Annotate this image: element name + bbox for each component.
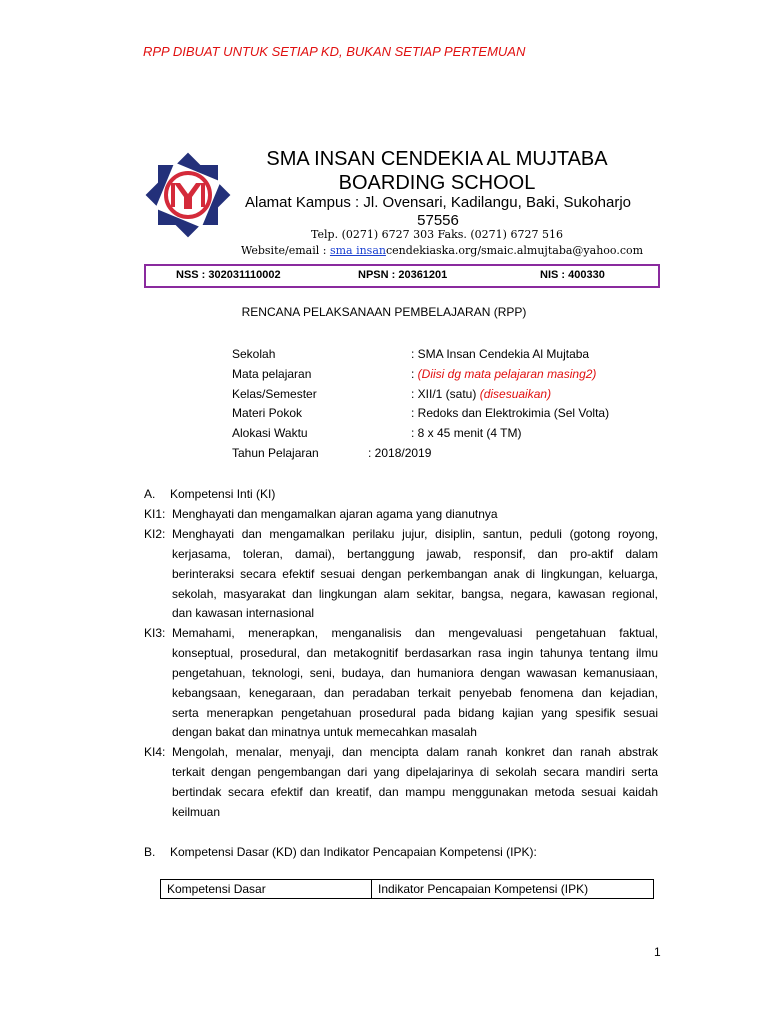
school-address: Alamat Kampus : Jl. Ovensari, Kadilangu, Baki, Sukoharjo 57556 [244,194,632,229]
document-title: RENCANA PELAKSANAAN PEMBELAJARAN (RPP) [241,305,527,319]
identity-value: : SMA Insan Cendekia Al Mujtaba [411,347,590,361]
identity-value-text: : XII/1 (satu) [411,387,480,401]
ki-code: KI1: [144,507,166,521]
identity-label: Tahun Pelajaran [232,446,319,460]
website-link[interactable]: sma insan [329,244,386,257]
identity-value-text: : [411,367,418,381]
section-b-title: Kompetensi Dasar (KD) dan Indikator Pencapaian Kompetensi (IPK): [170,845,537,859]
ki-line: kebangsaan, kenegaraan, dan peradaban terkait penyebab fenomena dan kejadian, [172,686,658,700]
section-a-letter: A. [144,487,156,501]
ki-line: bertindak secara efektif dan kreatif, dan mampu menggunakan metoda sesuai kaidah [172,785,658,799]
ki-line: sekolah, masyarakat dan lingkungan alam sekitar, bangsa, negara, kawasan regional, [172,587,658,601]
identity-label: Sekolah [232,347,276,361]
website-rest: cendekiaska.org/smaic.almujtaba@yahoo.com [385,244,644,257]
identity-value [411,367,596,381]
ki-line: keilmuan [172,805,221,819]
ki-line: pengetahuan, teknologi, seni, budaya, dan humaniora dengan wawasan kemanusiaan, [172,666,658,680]
school-logo [145,152,231,238]
identity-label: Alokasi Waktu [232,426,308,440]
website-label: Website/email : [240,244,330,257]
identity-label: Materi Pokok [232,406,303,420]
table-header-ipk: Indikator Pencapaian Kompetensi (IPK) [378,882,589,896]
ki-code: KI3: [144,626,166,640]
identity-value: : Redoks dan Elektrokimia (Sel Volta) [411,406,610,420]
ki-code: KI2: [144,527,166,541]
kd-ipk-table [160,879,654,899]
school-phone: Telp. (0271) 6727 303 Faks. (0271) 6727 516 [311,228,563,241]
identity-note: (Diisi dg mata pelajaran masing2) [417,367,597,381]
section-b-letter: B. [144,845,156,859]
page-number: 1 [654,945,661,959]
ki-line: dengan bakat dan minatnya untuk memecahkan masalah [172,725,477,739]
rpp-note: RPP DIBUAT UNTUK SETIAP KD, BUKAN SETIAP PERTEMUAN [143,44,526,59]
nss-number: NSS : 302031110002 [176,269,281,281]
ki-line: Menghayati dan mengamalkan ajaran agama yang dianutnya [172,507,498,521]
school-id-box [144,264,660,288]
ki-line: Menghayati dan mengamalkan perilaku jujur, disiplin, santun, peduli (gotong royong, [172,527,658,541]
ki-line: berinteraksi secara efektif sesuai dengan perkembangan anak di lingkungan, keluarga, [172,567,658,581]
ki-line: Mengolah, menalar, menyaji, dan mencipta dalam ranah konkret dan ranah abstrak [172,745,658,759]
ki-line: Memahami, menerapkan, menganalisis dan mengevaluasi pengetahuan faktual, [172,626,658,640]
ki-code: KI4: [144,745,166,759]
identity-value [411,387,551,401]
ki-line: konseptual, prosedural, dan metakognitif berdasarkan rasa ingin tahunya tentang ilmu [172,646,658,660]
identity-note: (disesuaikan) [479,387,552,401]
table-header-kd: Kompetensi Dasar [167,882,266,896]
ki-line: dan kawasan internasional [172,606,315,620]
identity-label: Mata pelajaran [232,367,312,381]
section-a-title: Kompetensi Inti (KI) [170,487,276,501]
school-name-line1: SMA INSAN CENDEKIA AL MUJTABA [266,148,608,170]
school-website [224,244,660,257]
ki-line: terkait dengan pengembangan dari yang dipelajarinya di sekolah secara mandiri serta [172,765,658,779]
school-name-line2: BOARDING SCHOOL [338,172,536,194]
npsn-number: NPSN : 20361201 [358,269,448,281]
identity-label: Kelas/Semester [232,387,317,401]
identity-value: : 8 x 45 menit (4 TM) [411,426,522,440]
ki-line: kerjasama, toleran, damai), bertanggung jawab, responsif, dan pro-aktif dalam [172,547,658,561]
identity-value: : 2018/2019 [368,446,432,460]
nis-number: NIS : 400330 [540,269,605,281]
ki-line: serta menerapkan pengetahuan prosedural pada bidang kajian yang spesifik sesuai [172,706,658,720]
